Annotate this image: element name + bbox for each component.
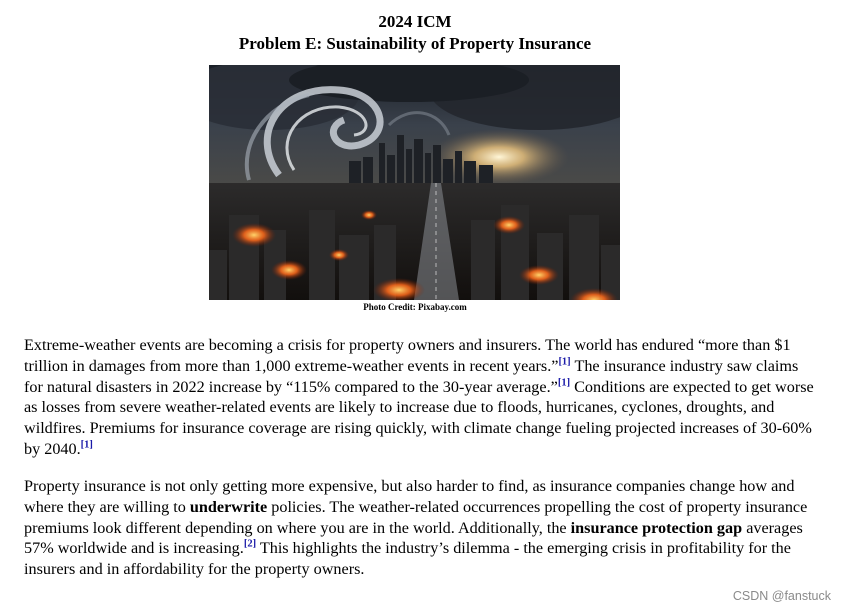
citation-link[interactable]: [2] <box>243 539 257 550</box>
paragraph-2-text-d: This highlights the industry’s dilemma - the emerging crisis in profitability for the insurers and in affordability for the property owners. <box>24 539 791 579</box>
paragraph-1-text-b: The insurance industry saw claims for natural disasters in 2022 increase by “115% compared to the 30-year average.” <box>24 356 799 396</box>
document-header <box>0 11 830 55</box>
term-underwrite: underwrite <box>189 497 268 516</box>
problem-title: Problem E: Sustainability of Property Insurance <box>238 34 592 53</box>
paragraph-2-text-c: averages 57% worldwide and is increasing. <box>24 518 803 558</box>
year-heading: 2024 ICM <box>378 12 452 31</box>
paragraph-1-text-a: Extreme-weather events are becoming a crisis for property owners and insurers. The world has endured “more than $1 trillion in damages from more than 1,000 extreme-weather events in recent years.” <box>24 336 791 375</box>
storm-city-illustration <box>209 65 620 300</box>
paragraph-2 <box>24 476 814 580</box>
citation-link[interactable]: [1] <box>558 356 571 368</box>
citation-link[interactable]: [1] <box>557 377 571 389</box>
paragraph-1 <box>24 335 814 460</box>
paragraph-2-text-b: policies. The weather-related occurrences propelling the cost of property insurance premiums look different depending on where you are in the world. Additionally, the <box>24 497 808 537</box>
photo-credit: Photo Credit: Pixabay.com <box>363 302 467 312</box>
storm-city-photo <box>209 65 620 300</box>
term-protection-gap: insurance protection gap <box>570 518 743 537</box>
paragraph-2-text-a: Property insurance is not only getting more expensive, but also harder to find, as insurance companies change how and where they are willing to <box>24 477 795 516</box>
citation-link[interactable]: [1] <box>80 439 93 451</box>
watermark: CSDN @fanstuck <box>732 589 831 603</box>
paragraph-1-text-c: Conditions are expected to get worse as losses from severe weather-related events are likely to increase due to floods, hurricanes, cyclones, droughts, and wildfires. Premiums for insurance coverage are rising quickly, with climate change fueling projected increases of 30-60% by 2040. <box>24 377 814 458</box>
